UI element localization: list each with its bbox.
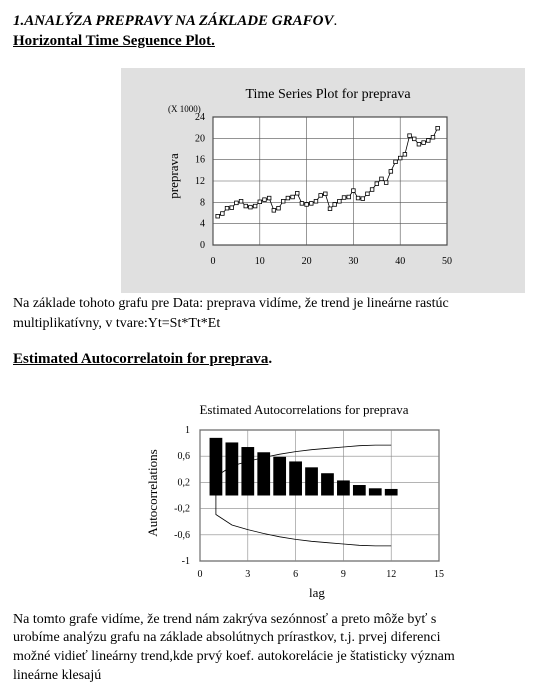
data-point xyxy=(225,206,229,210)
data-point xyxy=(291,195,295,199)
paragraph-2-line-4: lineárne klesajú xyxy=(13,668,102,683)
data-point xyxy=(380,177,384,181)
data-point xyxy=(333,203,337,207)
data-point xyxy=(436,126,440,130)
subheading-autocorrelation xyxy=(13,351,272,368)
data-point xyxy=(422,141,426,145)
chart-title: Time Series Plot for preprava xyxy=(245,87,411,102)
autocorrelation-bar xyxy=(289,461,302,495)
heading-text: 1.ANALÝZA PREPRAVY NA ZÁKLADE GRAFOV xyxy=(13,13,334,29)
x-tick-label: 50 xyxy=(442,256,452,267)
data-point xyxy=(216,214,220,218)
y-tick-label: 1 xyxy=(185,425,190,436)
subheading-autocorrelation-text: Estimated Autocorrelatoin for preprava xyxy=(13,351,269,367)
time-series-chart xyxy=(121,68,525,293)
data-point xyxy=(370,188,374,192)
data-point xyxy=(366,192,370,196)
y-axis-label: Autocorrelations xyxy=(145,449,160,537)
data-point xyxy=(258,200,262,204)
x-tick-label: 20 xyxy=(301,256,312,267)
autocorrelation-bar xyxy=(353,485,366,495)
y-tick-label: 24 xyxy=(195,112,205,123)
data-point xyxy=(408,134,412,138)
y-axis-label: preprava xyxy=(166,153,181,199)
data-point xyxy=(300,202,304,206)
x-tick-label: 30 xyxy=(348,256,359,267)
paragraph-2-line-1: Na tomto grafe vidíme, že trend nám zakrýva sezónnosť a preto môže byť s xyxy=(13,612,437,627)
y-tick-label: 12 xyxy=(195,176,205,187)
x-tick-label: 0 xyxy=(197,569,203,580)
x-axis-label: lag xyxy=(309,585,325,600)
data-point xyxy=(328,207,332,211)
y-tick-label: -0,2 xyxy=(174,503,190,515)
data-point xyxy=(314,199,318,203)
autocorrelation-bar xyxy=(305,467,318,495)
subheading-autocorrelation-period: . xyxy=(268,351,273,367)
data-point xyxy=(389,170,393,174)
data-point xyxy=(356,196,360,200)
x-tick-label: 6 xyxy=(293,569,299,580)
subheading-time-plot: Horizontal Time Seguence Plot. xyxy=(13,33,215,49)
y-tick-label: -0,6 xyxy=(174,529,190,541)
data-point xyxy=(398,156,402,160)
data-point xyxy=(384,181,388,185)
paragraph-2-line-2: urobíme analýzu grafu na základe absolútnych prírastkov, t.j. prvej diferenci xyxy=(13,630,441,645)
autocorrelation-chart xyxy=(137,395,447,605)
data-point xyxy=(324,192,328,196)
data-point xyxy=(342,196,346,200)
chart-title: Estimated Autocorrelations for preprava xyxy=(199,402,409,417)
x-tick-label: 15 xyxy=(434,569,444,580)
y-tick-label: 20 xyxy=(195,133,205,145)
x-tick-label: 10 xyxy=(254,256,265,267)
y-tick-label: -1 xyxy=(181,556,190,567)
x-tick-label: 3 xyxy=(245,569,251,580)
heading-period: . xyxy=(333,13,338,29)
y-tick-label: 0,6 xyxy=(177,451,190,463)
data-point xyxy=(305,203,309,207)
data-point xyxy=(221,212,225,216)
data-point xyxy=(230,206,234,210)
data-point xyxy=(235,201,239,205)
autocorrelation-bar xyxy=(369,488,382,495)
data-point xyxy=(286,196,290,200)
data-point xyxy=(249,205,253,209)
autocorrelation-bar xyxy=(385,489,398,496)
data-point xyxy=(347,195,351,199)
y-tick-label: 0,2 xyxy=(177,477,190,489)
data-point xyxy=(417,142,421,146)
autocorrelation-bar xyxy=(337,480,350,495)
data-point xyxy=(403,153,407,157)
paragraph-1-line-1: Na základe tohoto grafu pre Data: preprava vidíme, že trend je lineárne rastúc xyxy=(13,296,449,311)
data-point xyxy=(239,199,243,203)
data-point xyxy=(361,197,365,201)
data-point xyxy=(281,199,285,203)
data-point xyxy=(426,139,430,143)
y-tick-label: 0 xyxy=(200,240,205,251)
data-point xyxy=(267,196,271,200)
data-point xyxy=(375,182,379,186)
x-tick-label: 0 xyxy=(210,256,216,267)
y-multiplier-label: (X 1000) xyxy=(168,104,201,114)
data-point xyxy=(319,194,323,198)
data-point xyxy=(295,191,299,195)
autocorrelation-bar xyxy=(321,473,334,495)
paragraph-2-line-3: možné vidieť lineárny trend,kde prvý koef. autokorelácie je štatisticky význam xyxy=(13,649,455,664)
x-tick-label: 40 xyxy=(395,256,406,267)
data-point xyxy=(263,198,267,202)
data-point xyxy=(394,160,398,164)
data-point xyxy=(431,135,435,139)
data-point xyxy=(352,189,356,193)
data-point xyxy=(253,204,257,208)
x-tick-label: 9 xyxy=(340,569,346,580)
paragraph-1-line-2: multiplikatívny, v tvare:Yt=St*Tt*Et xyxy=(13,316,221,331)
data-point xyxy=(338,199,342,203)
y-tick-label: 16 xyxy=(195,154,205,166)
autocorrelation-bar xyxy=(241,447,254,495)
data-point xyxy=(272,209,276,213)
data-point xyxy=(309,202,313,206)
y-tick-label: 8 xyxy=(200,197,205,209)
data-point xyxy=(412,137,416,141)
autocorrelation-bar xyxy=(273,457,286,496)
document-heading xyxy=(13,13,337,30)
y-tick-label: 4 xyxy=(200,218,205,230)
data-point xyxy=(277,206,281,210)
x-tick-label: 12 xyxy=(386,569,397,580)
data-point xyxy=(244,204,248,208)
